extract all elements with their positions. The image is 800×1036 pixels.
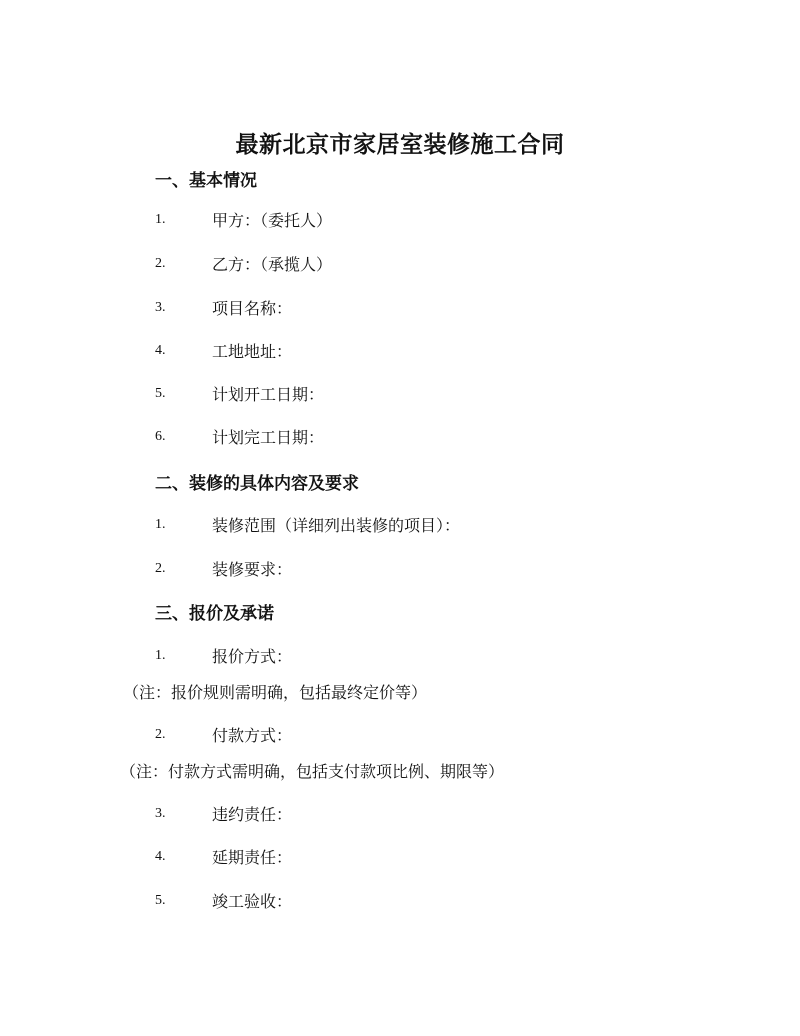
item-label: 竣工验收： xyxy=(212,892,293,911)
item-label: 付款方式： xyxy=(212,726,293,745)
list-item-site-address xyxy=(0,339,800,363)
item-number: 5. xyxy=(155,386,166,401)
payment-method-note: （注：付款方式需明确，包括支付款项比例、期限等） xyxy=(120,762,505,781)
item-label: 报价方式： xyxy=(212,647,293,666)
list-item-quote-method xyxy=(0,644,800,668)
item-number: 1. xyxy=(155,648,166,663)
item-label: 违约责任： xyxy=(212,805,293,824)
item-number: 4. xyxy=(155,343,166,358)
item-label: 乙方：（承揽人） xyxy=(212,255,333,274)
section-heading-basic-info: 一、基本情况 xyxy=(155,171,257,191)
item-number: 2. xyxy=(155,256,166,271)
document-title: 最新北京市家居室装修施工合同 xyxy=(235,131,565,158)
list-item-party-a xyxy=(0,208,800,232)
item-label: 工地地址： xyxy=(212,342,293,361)
list-item-finish-date xyxy=(0,425,800,449)
item-label: 装修范围（详细列出装修的项目）： xyxy=(212,516,461,535)
item-label: 项目名称： xyxy=(212,299,293,318)
section-heading-decoration-content: 二、装修的具体内容及要求 xyxy=(155,474,359,494)
item-number: 3. xyxy=(155,806,166,821)
list-item-completion-acceptance xyxy=(0,889,800,913)
list-item-payment-method xyxy=(0,723,800,747)
item-number: 4. xyxy=(155,849,166,864)
item-label: 计划完工日期： xyxy=(212,428,325,447)
item-number: 6. xyxy=(155,429,166,444)
item-number: 2. xyxy=(155,561,166,576)
item-label: 延期责任： xyxy=(212,848,293,867)
list-item-start-date xyxy=(0,382,800,406)
item-number: 5. xyxy=(155,893,166,908)
item-number: 1. xyxy=(155,212,166,227)
item-label: 装修要求： xyxy=(212,560,293,579)
list-item-breach-liability xyxy=(0,802,800,826)
quote-method-note: （注：报价规则需明确，包括最终定价等） xyxy=(123,683,428,702)
item-label: 甲方：（委托人） xyxy=(212,211,333,230)
item-number: 3. xyxy=(155,300,166,315)
list-item-project-name xyxy=(0,296,800,320)
item-label: 计划开工日期： xyxy=(212,385,325,404)
list-item-decoration-requirements xyxy=(0,557,800,581)
section-heading-quote-commitment: 三、报价及承诺 xyxy=(155,604,274,624)
list-item-decoration-scope xyxy=(0,513,800,537)
item-number: 1. xyxy=(155,517,166,532)
list-item-party-b xyxy=(0,252,800,276)
list-item-delay-liability xyxy=(0,845,800,869)
item-number: 2. xyxy=(155,727,166,742)
